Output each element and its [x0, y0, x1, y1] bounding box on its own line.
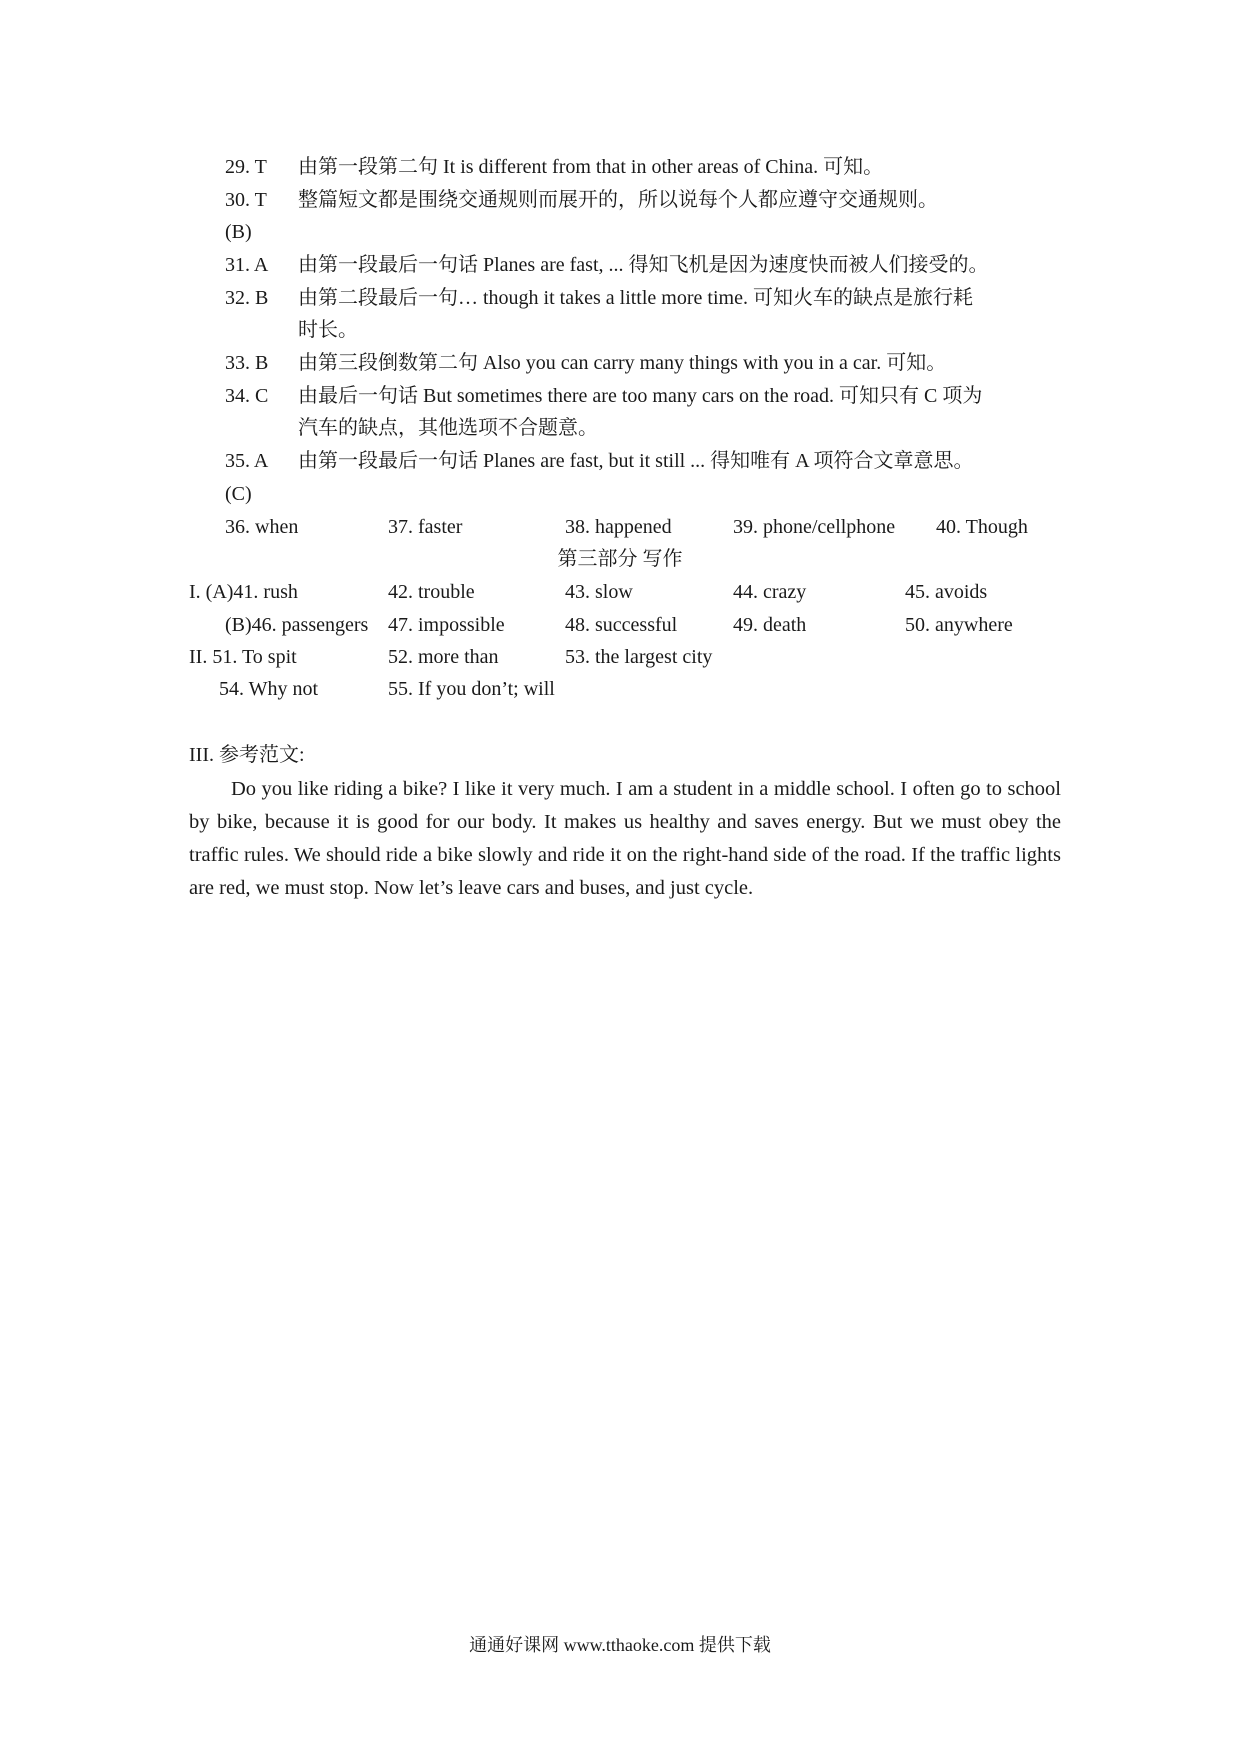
answer-cell: I. (A)41. rush	[189, 581, 298, 603]
answer-number: 30. T	[225, 189, 267, 211]
answer-number: 29. T	[225, 156, 267, 178]
answer-cell: 40. Though	[936, 516, 1028, 538]
answer-explanation: 由第一段第二句 It is different from that in other areas of China. 可知。	[298, 156, 884, 178]
answer-cell: (B)46. passengers	[225, 614, 369, 636]
answer-cell: 49. death	[733, 614, 807, 636]
answer-explanation: 整篇短文都是围绕交通规则而展开的，所以说每个人都应遵守交通规则。	[298, 189, 938, 211]
answer-cell: 53. the largest city	[565, 646, 713, 668]
answer-cell: 38. happened	[565, 516, 672, 538]
answer-cell: 39. phone/cellphone	[733, 516, 896, 538]
answer-cell: 50. anywhere	[905, 614, 1013, 636]
answer-cell: 54. Why not	[219, 678, 319, 700]
answer-cell: 36. when	[225, 516, 299, 538]
page-footer: 通通好课网 www.tthaoke.com 提供下载	[469, 1635, 771, 1655]
answer-explanation: 由第二段最后一句… though it takes a little more time. 可知火车的缺点是旅行耗	[298, 287, 973, 309]
answer-explanation-continued: 时长。	[298, 319, 358, 341]
answer-number: 34. C	[225, 385, 269, 407]
answer-cell: 42. trouble	[388, 581, 475, 603]
answer-cell: 45. avoids	[905, 581, 988, 603]
answer-cell: 55. If you don’t; will	[388, 678, 555, 700]
answer-number: 31. A	[225, 254, 269, 276]
answer-cell: II. 51. To spit	[189, 646, 297, 668]
answer-number: 32. B	[225, 287, 269, 309]
answer-number: 35. A	[225, 450, 269, 472]
part-title: 第三部分 写作	[557, 548, 683, 570]
answer-cell: 37. faster	[388, 516, 463, 538]
sample-essay	[189, 773, 1061, 905]
answer-explanation: 由第一段最后一句话 Planes are fast, but it still ... 得知唯有 A 项符合文章意思。	[298, 450, 974, 472]
answer-explanation: 由第一段最后一句话 Planes are fast, ... 得知飞机是因为速度快而被人们接受的。	[298, 254, 989, 276]
answer-cell: 43. slow	[565, 581, 633, 603]
answer-number: 33. B	[225, 352, 269, 374]
answer-explanation: 由第三段倒数第二句 Also you can carry many things with you in a car. 可知。	[298, 352, 947, 374]
section-label: (B)	[225, 221, 252, 243]
answer-explanation: 由最后一句话 But sometimes there are too many cars on the road. 可知只有 C 项为	[298, 385, 983, 407]
part3-heading: III. 参考范文:	[189, 744, 305, 766]
answer-cell: 47. impossible	[388, 614, 505, 636]
essay-paragraph: Do you like riding a bike? I like it very much. I am a student in a middle school. I often go to school by bike, because it is good for our body. It makes us healthy and saves energy. But we must obey the traffic rules. We should ride a bike slowly and ride it on the right-hand side of the road. If the traffic lights are red, we must stop. Now let’s leave cars and buses, and just cycle.	[189, 778, 1061, 899]
section-label: (C)	[225, 483, 252, 505]
answer-cell: 52. more than	[388, 646, 499, 668]
answer-cell: 44. crazy	[733, 581, 807, 603]
answer-cell: 48. successful	[565, 614, 678, 636]
answer-explanation-continued: 汽车的缺点，其他选项不合题意。	[298, 417, 598, 439]
